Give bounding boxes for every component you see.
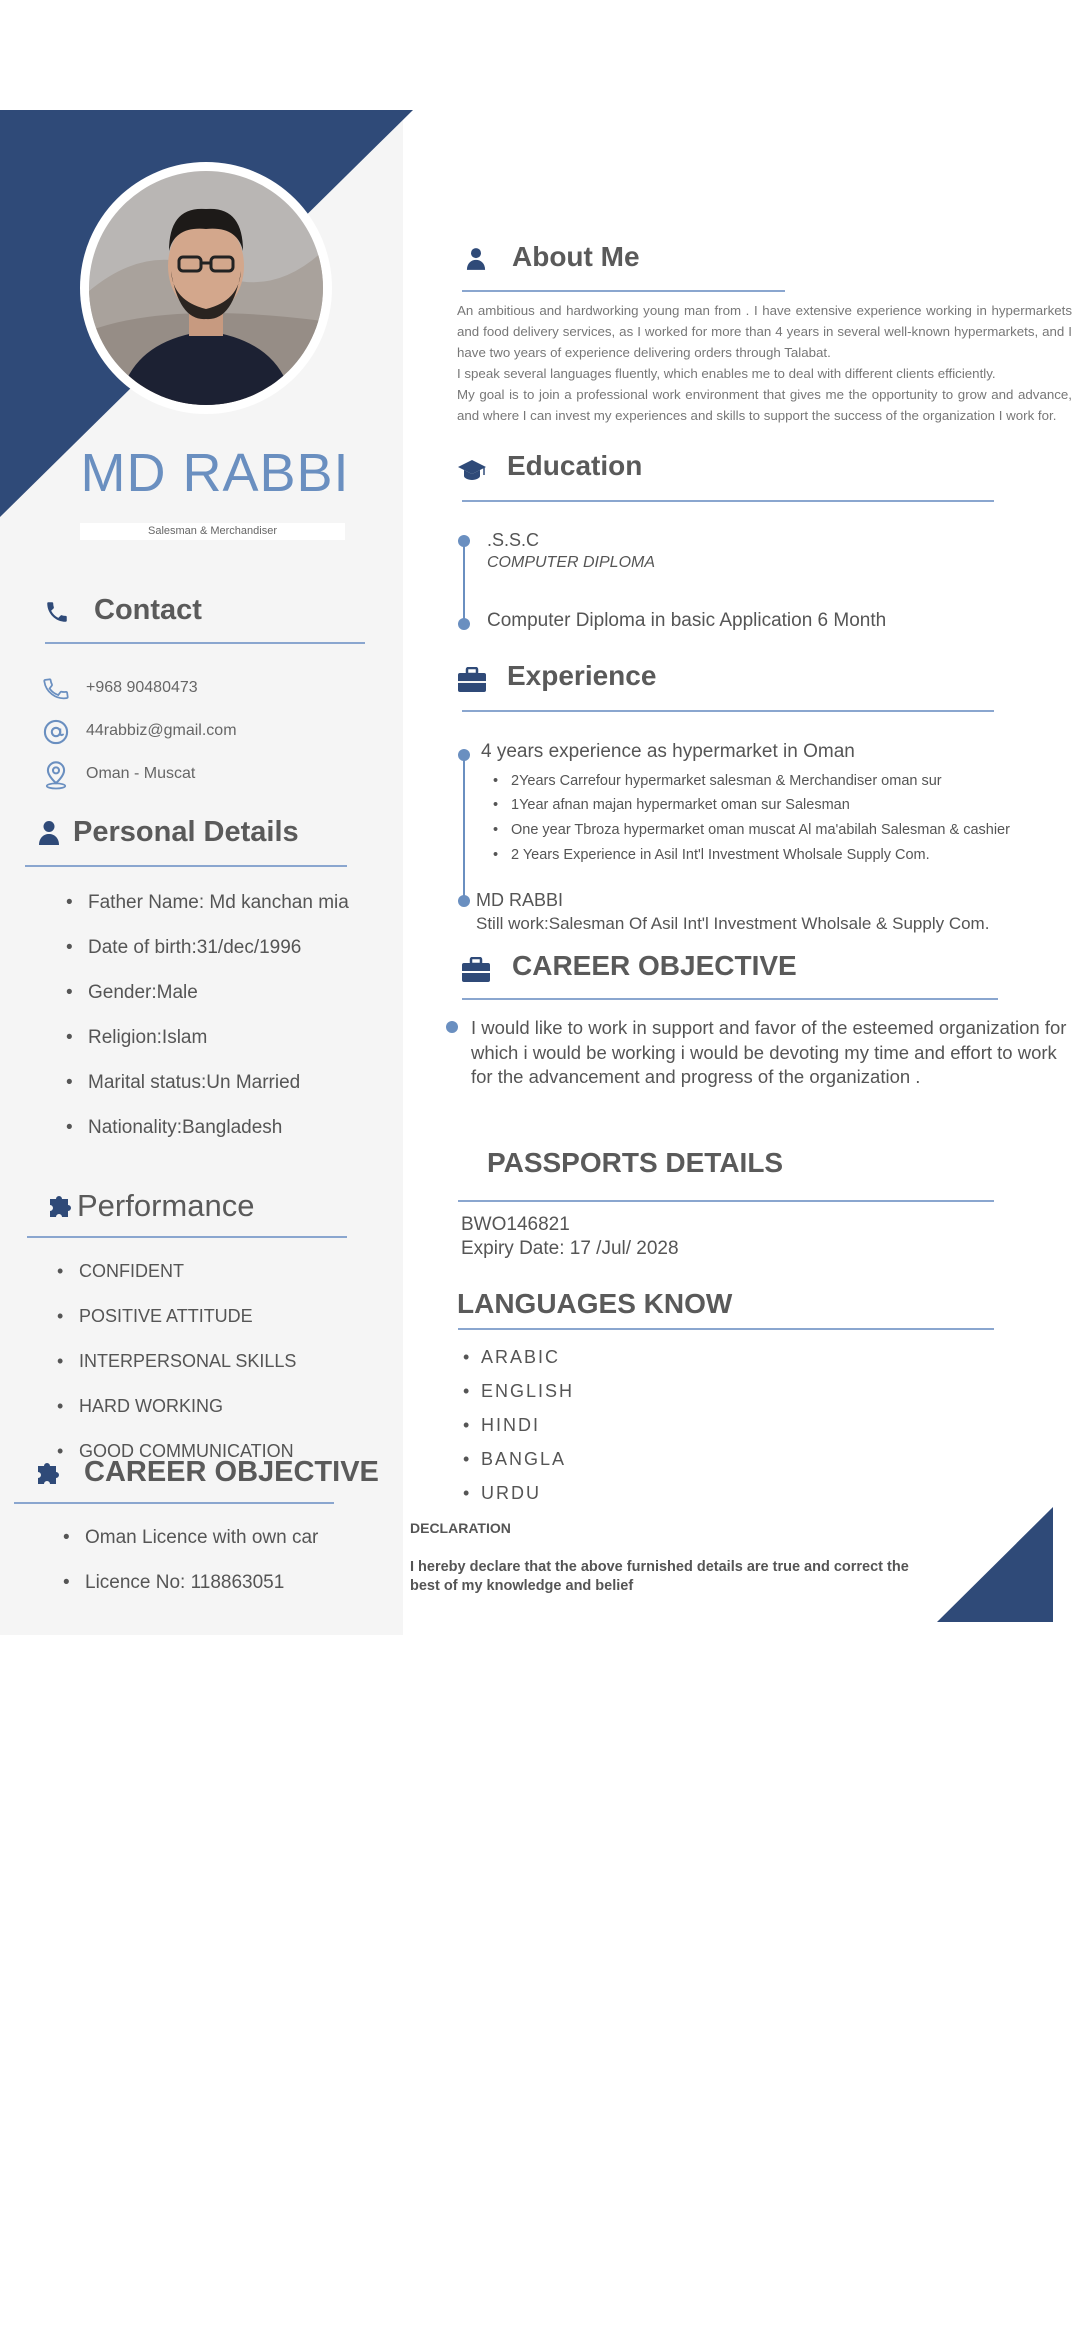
profile-photo — [80, 162, 332, 414]
passport-divider — [458, 1200, 994, 1202]
experience-item: • One year Tbroza hypermarket oman muscat Al ma'abilah Salesman & cashier — [491, 820, 1072, 840]
about-me-divider — [462, 290, 785, 292]
career-objective-heading: CAREER OBJECTIVE — [512, 950, 797, 981]
language-item: • ENGLISH — [461, 1374, 574, 1408]
personal-details-divider — [25, 865, 347, 867]
declaration-text: I hereby declare that the above furnished details are true and correct the best of my knowledge and belief — [410, 1559, 909, 1594]
briefcase-icon — [457, 667, 487, 693]
about-paragraph: My goal is to join a professional work environment that gives me the opportunity to grow and advance, and where I can invest my experiences and skills to support the success of the organization I work for. — [457, 387, 1072, 423]
licence-list — [57, 1515, 318, 1605]
current-work: Still work:Salesman Of Asil Int'l Investment Wholsale & Supply Com. — [476, 914, 990, 933]
performance-item: • HARD WORKING — [79, 1384, 296, 1429]
career-objective-text: I would like to work in support and favor of the esteemed organization for which i would be working i would be devoting my time and effort to work for the advancement and progress of the organization . — [471, 1017, 1067, 1087]
performance-list — [51, 1249, 296, 1474]
experience-item: • 1Year afnan majan hypermarket oman sur Salesman — [491, 793, 1072, 817]
objective-dot — [446, 1021, 458, 1033]
education-ssc: .S.S.C — [487, 530, 540, 550]
candidate-role: Salesman & Merchandiser — [80, 523, 345, 540]
about-paragraph: An ambitious and hardworking young man from . I have extensive experience working in hypermarkets and food delivery services, as I worked for more than 4 years in several well-known hypermarkets, and I have two years of experience delivering orders through Talabat. — [457, 303, 1072, 360]
left-career-objective-heading: CAREER OBJECTIVE — [84, 1456, 379, 1488]
performance-item: • CONFIDENT — [79, 1249, 296, 1294]
bottom-right-corner-shape — [937, 1507, 1053, 1622]
performance-item: • INTERPERSONAL SKILLS — [79, 1339, 296, 1384]
experience-divider — [462, 710, 994, 712]
personal-marital-status: • Marital status:Un Married — [88, 1060, 349, 1105]
personal-date-of-birth: • Date of birth:31/dec/1996 — [88, 925, 349, 970]
about-me-heading: About Me — [512, 241, 640, 272]
language-item: • HINDI — [461, 1408, 574, 1442]
contact-email[interactable]: 44rabbiz@gmail.com — [86, 722, 237, 739]
performance-item: • GOOD COMMUNICATION — [79, 1429, 296, 1474]
contact-location: Oman - Muscat — [86, 765, 196, 782]
career-objective-divider — [462, 998, 998, 1000]
graduation-cap-icon — [457, 458, 487, 482]
languages-list — [461, 1340, 574, 1510]
about-me-text — [457, 300, 1072, 426]
briefcase-icon — [461, 957, 491, 983]
puzzle-icon — [44, 1195, 74, 1219]
phone-outline-icon — [42, 675, 70, 703]
email-icon — [42, 718, 70, 746]
experience-item: • 2Years Carrefour hypermarket salesman & Merchandiser oman sur — [491, 769, 1072, 793]
candidate-name: MD RABBI — [80, 443, 350, 503]
person-icon — [466, 247, 486, 271]
language-item: • ARABIC — [461, 1340, 574, 1374]
contact-heading: Contact — [94, 594, 202, 626]
phone-icon — [44, 599, 70, 625]
education-computer-diploma: COMPUTER DIPLOMA — [487, 554, 656, 571]
passport-expiry: Expiry Date: 17 /Jul/ 2028 — [461, 1238, 679, 1259]
passport-number: BWO146821 — [461, 1214, 570, 1235]
experience-timeline — [463, 755, 465, 900]
performance-divider — [27, 1236, 347, 1238]
personal-details-list — [60, 880, 349, 1150]
experience-heading: Experience — [507, 660, 657, 691]
location-pin-icon — [42, 760, 70, 790]
personal-gender: • Gender:Male — [88, 970, 349, 1015]
personal-religion: • Religion:Islam — [88, 1015, 349, 1060]
languages-heading: LANGUAGES KNOW — [457, 1288, 733, 1319]
language-item: • BANGLA — [461, 1442, 574, 1476]
performance-heading: Performance — [77, 1188, 255, 1223]
contact-divider — [45, 642, 365, 644]
experience-item: • 2 Years Experience in Asil Int'l Investment Wholsale Supply Com. — [491, 843, 1072, 867]
left-career-objective-divider — [14, 1502, 334, 1504]
current-employee-name: MD RABBI — [476, 890, 564, 910]
resume-page — [0, 110, 1080, 1635]
language-item: • URDU — [461, 1476, 574, 1510]
personal-details-heading: Personal Details — [73, 816, 299, 848]
performance-item: • POSITIVE ATTITUDE — [79, 1294, 296, 1339]
timeline-dot — [458, 895, 470, 907]
declaration-heading: DECLARATION — [410, 1520, 511, 1536]
education-diploma-basic: Computer Diploma in basic Application 6 Month — [487, 610, 887, 631]
timeline-dot — [458, 749, 470, 761]
licence-item: • Oman Licence with own car — [85, 1515, 318, 1560]
contact-phone[interactable]: +968 90480473 — [86, 679, 198, 696]
personal-father-name: • Father Name: Md kanchan mia — [88, 880, 349, 925]
timeline-dot — [458, 618, 470, 630]
education-heading: Education — [507, 450, 643, 481]
timeline-dot — [458, 535, 470, 547]
languages-divider — [458, 1328, 994, 1330]
licence-number: • Licence No: 118863051 — [85, 1560, 318, 1605]
education-divider — [462, 500, 994, 502]
experience-list — [491, 769, 1072, 867]
personal-nationality: • Nationality:Bangladesh — [88, 1105, 349, 1150]
experience-headline: 4 years experience as hypermarket in Oman — [481, 741, 855, 762]
profile-photo-image — [89, 171, 323, 405]
about-paragraph: I speak several languages fluently, which enables me to deal with different clients efficiently. — [457, 366, 996, 381]
puzzle-icon — [32, 1462, 62, 1486]
person-icon — [38, 820, 60, 846]
education-timeline — [463, 540, 465, 626]
passport-heading: PASSPORTS DETAILS — [487, 1147, 784, 1178]
